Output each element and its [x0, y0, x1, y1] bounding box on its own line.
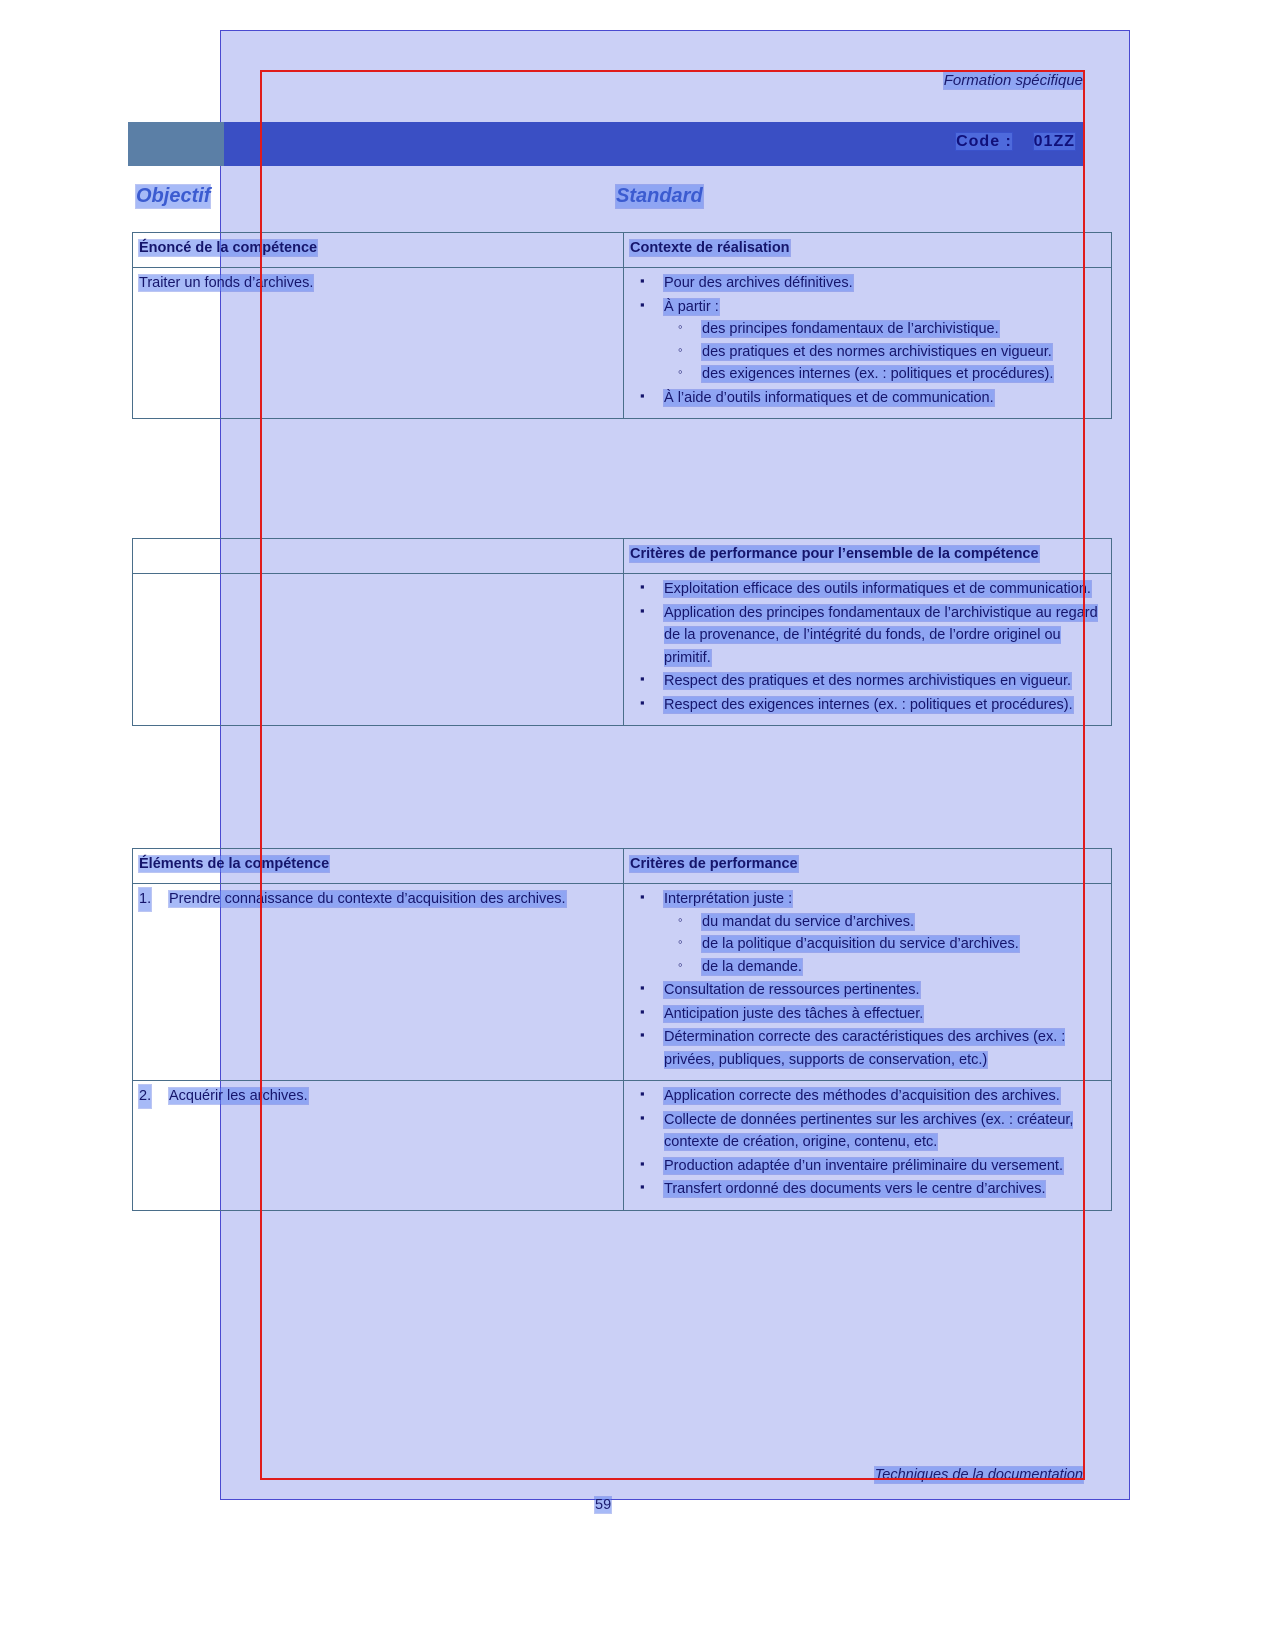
contexte-body-cell: [624, 268, 1112, 419]
contexte-list: [630, 272, 1105, 409]
title-bar: [128, 122, 1085, 166]
global-criteria-header-text: Critères de performance pour l’ensemble de la compétence: [630, 546, 1039, 562]
code-label: Code :: [956, 133, 1012, 150]
footer-text: Techniques de la documentation: [874, 1467, 1083, 1483]
sub-list-item-text: des pratiques et des normes archivistiques en vigueur.: [702, 343, 1052, 360]
objectif-standard-row: [136, 185, 1085, 211]
empty-cell: [133, 539, 624, 574]
list-item-text: À partir :: [664, 298, 719, 315]
elements-header-cell: [133, 849, 624, 884]
list-item-text: Pour des archives définitives.: [664, 275, 853, 292]
sub-list-item: [664, 363, 1105, 385]
enonce-header-cell: [133, 233, 624, 268]
enonce-text: Traiter un fonds d’archives.: [139, 275, 314, 292]
table-row: [133, 1081, 1112, 1210]
list-item-text: Transfert ordonné des documents vers le centre d’archives.: [664, 1181, 1046, 1198]
table-row: [133, 574, 1112, 726]
code-value: 01ZZ: [1033, 133, 1075, 150]
list-item: [630, 602, 1105, 669]
page-number-text: 59: [595, 1497, 612, 1513]
list-item-text: Application correcte des méthodes d’acquisition des archives.: [664, 1088, 1060, 1105]
sub-list-item: [664, 933, 1105, 955]
global-criteria-header-cell: [624, 539, 1112, 574]
criteria-list: [630, 1085, 1105, 1200]
list-item-text: Anticipation juste des tâches à effectuer.: [664, 1005, 924, 1022]
empty-cell: [133, 574, 624, 726]
list-item-text: À l’aide d’outils informatiques et de communication.: [664, 389, 994, 406]
competence-statement-table: [132, 232, 1112, 419]
enonce-body-cell: [133, 268, 624, 419]
objectif-label: Objectif: [136, 185, 211, 207]
criteria-header-text: Critères de performance: [630, 856, 798, 872]
sub-list-item-text: de la demande.: [702, 958, 802, 975]
sub-list-item: [664, 956, 1105, 978]
global-criteria-table: [132, 538, 1112, 726]
table-row: [133, 233, 1112, 268]
list-item-text: Respect des exigences internes (ex. : politiques et procédures).: [664, 696, 1073, 713]
list-item: [630, 1085, 1105, 1107]
list-item: [630, 387, 1105, 409]
criteria-cell: [624, 884, 1112, 1081]
list-item: [630, 272, 1105, 294]
elements-criteria-table: [132, 848, 1112, 1211]
global-criteria-body-cell: [624, 574, 1112, 726]
list-item: [630, 979, 1105, 1001]
sub-list-item-text: des exigences internes (ex. : politiques et procédures).: [702, 366, 1054, 383]
list-item: [630, 694, 1105, 716]
contexte-header-cell: [624, 233, 1112, 268]
sub-list: [664, 911, 1105, 978]
sub-list-item: [664, 341, 1105, 363]
elements-header-text: Éléments de la compétence: [139, 856, 330, 872]
list-item-text: Détermination correcte des caractéristiques des archives (ex. : privées, publiques, supports de conservation, etc.): [664, 1029, 1066, 1068]
page-footer: [875, 1467, 1083, 1483]
list-item: [630, 1003, 1105, 1025]
table-row: [133, 884, 1112, 1081]
table-row: [133, 849, 1112, 884]
element-cell: [133, 884, 624, 1081]
list-item: [630, 888, 1105, 978]
sub-list-item-text: de la politique d’acquisition du service d’archives.: [702, 936, 1019, 953]
list-item: [630, 296, 1105, 386]
sub-list-item-text: du mandat du service d’archives.: [702, 913, 914, 930]
sub-list-item: [664, 318, 1105, 340]
sub-list-item-text: des principes fondamentaux de l’archivistique.: [702, 321, 999, 338]
enonce-header-text: Énoncé de la compétence: [139, 240, 318, 256]
list-item: [630, 1155, 1105, 1177]
list-item: [630, 578, 1105, 600]
competence-code: [956, 133, 1075, 151]
page-number: [595, 1497, 611, 1513]
list-item-text: Interprétation juste :: [664, 891, 793, 908]
page-header: [944, 72, 1083, 89]
global-criteria-list: [630, 578, 1105, 716]
element-cell: [133, 1081, 624, 1210]
list-item-text: Application des principes fondamentaux de l’archivistique au regard de la provenance, de l’intégrité du fonds, de l’ordre originel ou primitif.: [664, 604, 1098, 666]
contexte-header-text: Contexte de réalisation: [630, 240, 790, 256]
criteria-list: [630, 888, 1105, 1071]
criteria-header-cell: [624, 849, 1112, 884]
list-item: [630, 670, 1105, 692]
element-numbered-list: [139, 888, 617, 910]
list-item: [139, 1085, 617, 1107]
table-row: [133, 539, 1112, 574]
element-text: Prendre connaissance du contexte d’acquisition des archives.: [169, 891, 566, 908]
element-numbered-list: [139, 1085, 617, 1107]
list-item-text: Exploitation efficace des outils informatiques et de communication.: [664, 581, 1091, 598]
list-item-text: Collecte de données pertinentes sur les archives (ex. : créateur, contexte de création, origine, contenu, etc.: [664, 1111, 1074, 1151]
list-item-text: Consultation de ressources pertinentes.: [664, 982, 920, 999]
element-number: 1.: [139, 888, 151, 910]
element-number: 2.: [139, 1085, 151, 1107]
list-item-text: Respect des pratiques et des normes archivistiques en vigueur.: [664, 673, 1072, 690]
sub-list-item: [664, 911, 1105, 933]
header-text: Formation spécifique: [943, 72, 1083, 89]
title-bar-left-block: [128, 122, 224, 166]
element-text: Acquérir les archives.: [169, 1088, 308, 1105]
standard-label: Standard: [616, 185, 703, 207]
list-item: [139, 888, 617, 910]
sub-list: [664, 318, 1105, 385]
list-item: [630, 1026, 1105, 1071]
list-item: [630, 1178, 1105, 1200]
list-item-text: Production adaptée d’un inventaire préliminaire du versement.: [664, 1157, 1063, 1174]
list-item: [630, 1109, 1105, 1154]
criteria-cell: [624, 1081, 1112, 1210]
table-row: [133, 268, 1112, 419]
